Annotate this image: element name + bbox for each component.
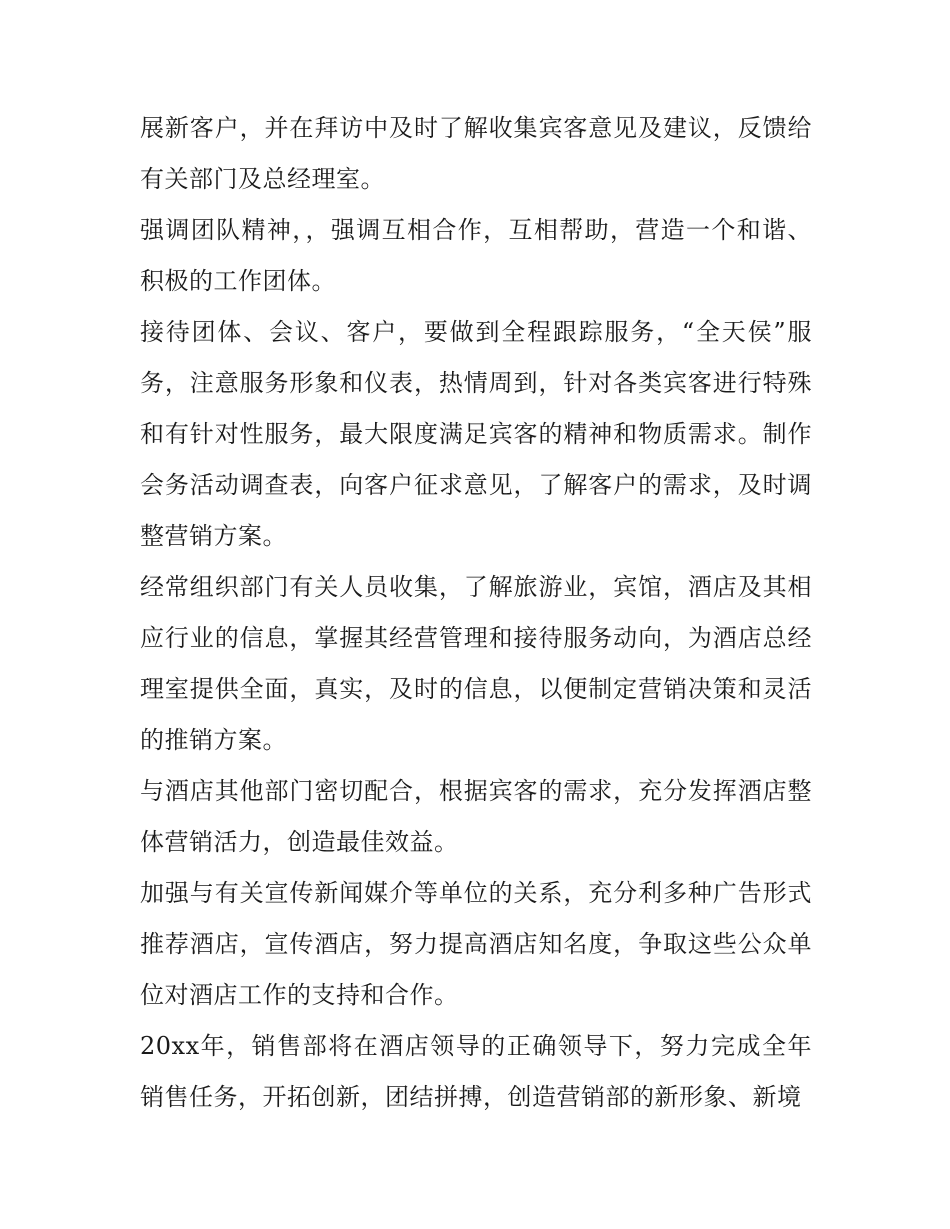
paragraph-industry-information: 经常组织部门有关人员收集，了解旅游业，宾馆，酒店及其相应行业的信息，掌握其经营管理和接待服务动向，为酒店总经理室提供全面，真实，及时的信息，以便制定营销决策和灵活的推销方案。 [140, 573, 812, 754]
paragraph-annual-goal: 20xx年，销售部将在酒店领导的正确领导下，努力完成全年销售任务，开拓创新，团结拼搏，创造营销部的新形象、新境 [140, 1032, 812, 1111]
paragraph-department-cooperation: 与酒店其他部门密切配合，根据宾客的需求，充分发挥酒店整体营销活力，创造最佳效益。 [140, 777, 812, 856]
paragraph-team-spirit: 强调团队精神，，强调互相合作，互相帮助，营造一个和谐、积极的工作团体。 [140, 216, 812, 295]
paragraph-reception-service: 接待团体、会议、客户，要做到全程跟踪服务，“全天侯”服务，注意服务形象和仪表，热情周到，针对各类宾客进行特殊和有针对性服务，最大限度满足宾客的精神和物质需求。制作会务活动调查表，向客户征求意见，了解客户的需求，及时调整营销方案。 [140, 318, 812, 550]
paragraph-customer-feedback: 展新客户，并在拜访中及时了解收集宾客意见及建议，反馈给有关部门及总经理室。 [140, 114, 812, 193]
document-body [140, 103, 812, 1123]
paragraph-media-relations: 加强与有关宣传新闻媒介等单位的关系，充分利多种广告形式推荐酒店，宣传酒店，努力提高酒店知名度，争取这些公众单位对酒店工作的支持和合作。 [140, 879, 812, 1009]
